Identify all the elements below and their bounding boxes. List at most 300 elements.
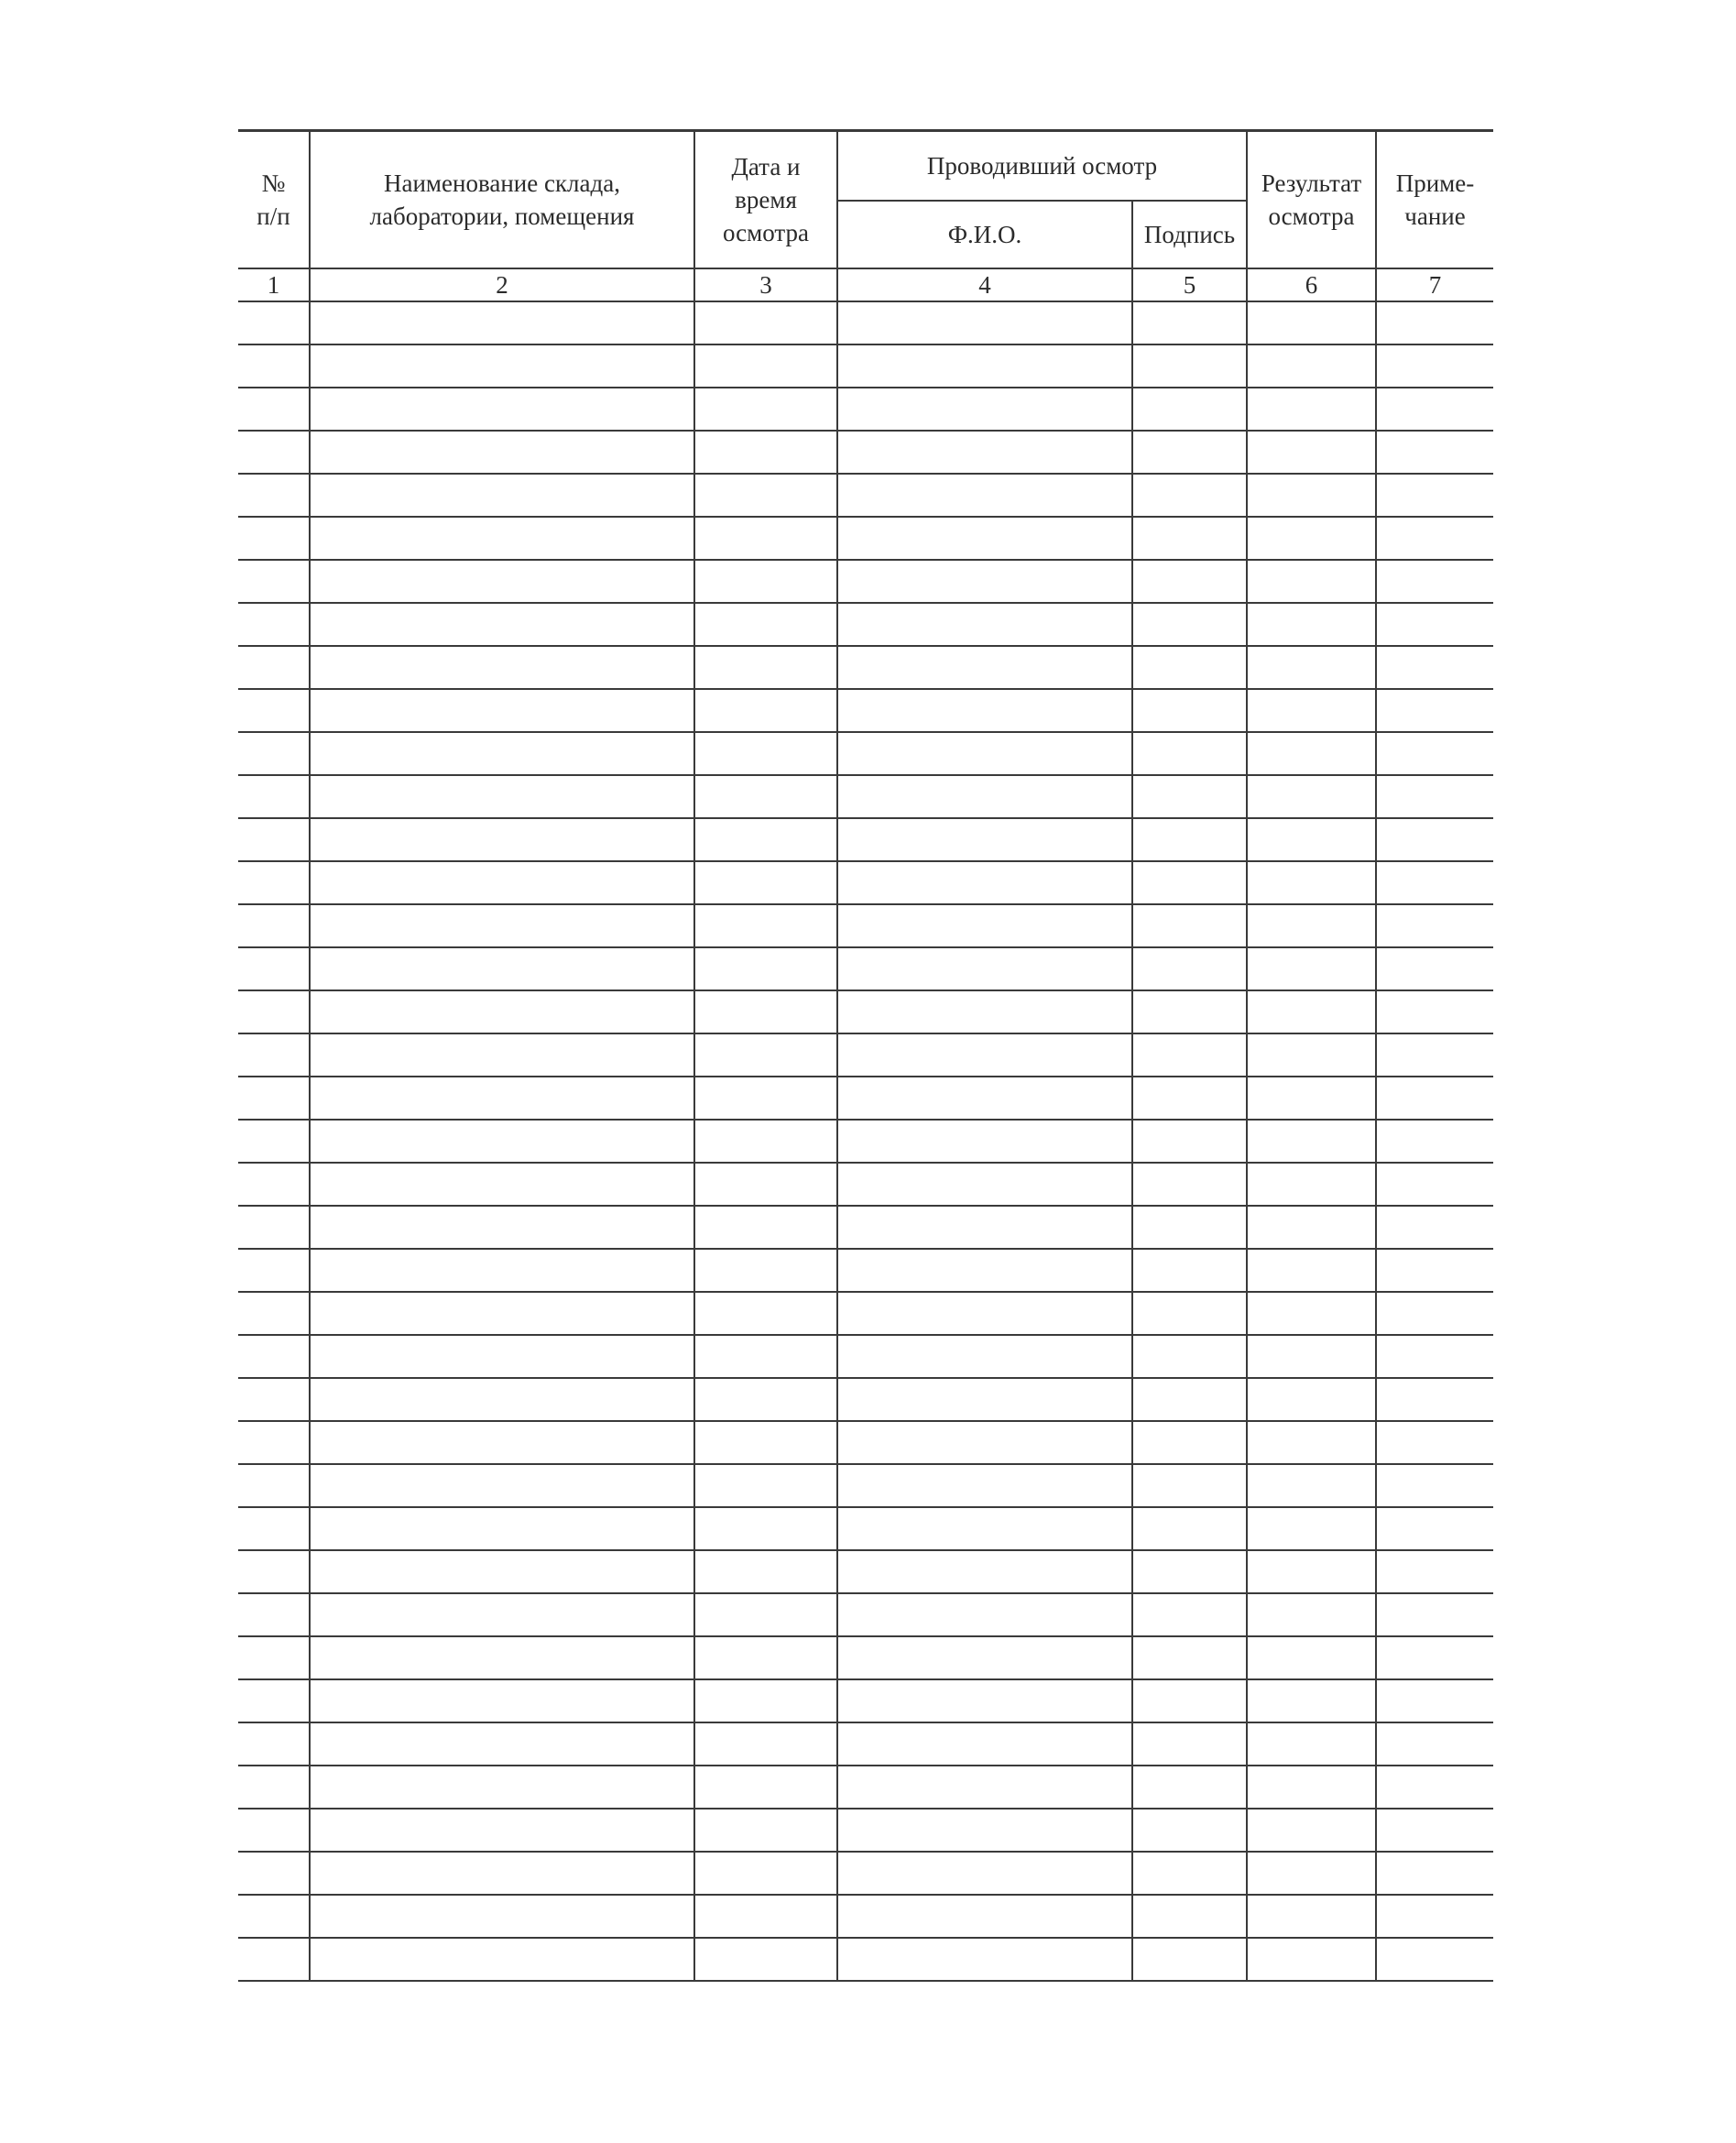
- cell-location-name: [310, 1206, 694, 1249]
- cell-item-number: [238, 301, 310, 344]
- table-row: [238, 301, 1493, 344]
- cell-result: [1247, 517, 1376, 560]
- table-row: [238, 1722, 1493, 1766]
- cell-signature: [1132, 1895, 1247, 1938]
- cell-location-name: [310, 1335, 694, 1378]
- cell-location-name: [310, 388, 694, 431]
- cell-result: [1247, 1809, 1376, 1852]
- cell-result: [1247, 1163, 1376, 1206]
- cell-note: [1376, 560, 1493, 603]
- cell-note: [1376, 689, 1493, 732]
- cell-signature: [1132, 560, 1247, 603]
- cell-note: [1376, 431, 1493, 474]
- cell-item-number: [238, 990, 310, 1033]
- cell-date-time: [694, 947, 837, 990]
- cell-signature: [1132, 1507, 1247, 1550]
- cell-result: [1247, 1679, 1376, 1722]
- cell-signature: [1132, 1292, 1247, 1335]
- cell-full-name: [837, 947, 1132, 990]
- cell-note: [1376, 646, 1493, 689]
- cell-location-name: [310, 1809, 694, 1852]
- cell-date-time: [694, 1378, 837, 1421]
- cell-item-number: [238, 818, 310, 861]
- cell-location-name: [310, 344, 694, 388]
- cell-note: [1376, 517, 1493, 560]
- cell-full-name: [837, 1809, 1132, 1852]
- cell-signature: [1132, 603, 1247, 646]
- cell-signature: [1132, 732, 1247, 775]
- cell-signature: [1132, 388, 1247, 431]
- cell-full-name: [837, 1163, 1132, 1206]
- table-row: [238, 1378, 1493, 1421]
- table-body: [238, 268, 1493, 1981]
- cell-full-name: [837, 1206, 1132, 1249]
- cell-note: [1376, 1722, 1493, 1766]
- cell-item-number: [238, 1636, 310, 1679]
- cell-result: [1247, 904, 1376, 947]
- header-signature: Подпись: [1132, 201, 1247, 268]
- cell-location-name: [310, 1421, 694, 1464]
- cell-result: [1247, 1507, 1376, 1550]
- cell-date-time: [694, 1507, 837, 1550]
- cell-date-time: [694, 388, 837, 431]
- cell-item-number: [238, 732, 310, 775]
- cell-location-name: [310, 1766, 694, 1809]
- cell-full-name: [837, 517, 1132, 560]
- cell-result: [1247, 689, 1376, 732]
- cell-signature: [1132, 344, 1247, 388]
- cell-full-name: [837, 1679, 1132, 1722]
- cell-location-name: [310, 1895, 694, 1938]
- cell-full-name: [837, 1766, 1132, 1809]
- cell-result: [1247, 603, 1376, 646]
- cell-full-name: [837, 1033, 1132, 1077]
- cell-result: [1247, 1033, 1376, 1077]
- cell-item-number: [238, 1766, 310, 1809]
- cell-item-number: [238, 388, 310, 431]
- cell-location-name: [310, 1938, 694, 1981]
- cell-full-name: [837, 1421, 1132, 1464]
- cell-note: [1376, 947, 1493, 990]
- table-row: [238, 1550, 1493, 1593]
- cell-full-name: [837, 388, 1132, 431]
- cell-full-name: [837, 560, 1132, 603]
- cell-result: [1247, 1766, 1376, 1809]
- cell-full-name: [837, 818, 1132, 861]
- table-row: [238, 1292, 1493, 1335]
- cell-full-name: [837, 1077, 1132, 1120]
- cell-signature: [1132, 1852, 1247, 1895]
- cell-signature: [1132, 1120, 1247, 1163]
- cell-item-number: [238, 344, 310, 388]
- cell-date-time: [694, 1163, 837, 1206]
- cell-signature: [1132, 1766, 1247, 1809]
- cell-note: [1376, 1593, 1493, 1636]
- table-row: [238, 1033, 1493, 1077]
- cell-location-name: [310, 775, 694, 818]
- cell-date-time: [694, 1895, 837, 1938]
- cell-result: [1247, 344, 1376, 388]
- column-number: 2: [310, 268, 694, 301]
- cell-date-time: [694, 1249, 837, 1292]
- cell-location-name: [310, 689, 694, 732]
- cell-item-number: [238, 560, 310, 603]
- cell-item-number: [238, 1249, 310, 1292]
- cell-location-name: [310, 1077, 694, 1120]
- cell-date-time: [694, 1809, 837, 1852]
- cell-date-time: [694, 1464, 837, 1507]
- table-row: [238, 1766, 1493, 1809]
- cell-full-name: [837, 1722, 1132, 1766]
- cell-signature: [1132, 1636, 1247, 1679]
- table-row: [238, 344, 1493, 388]
- cell-signature: [1132, 1421, 1247, 1464]
- cell-location-name: [310, 1852, 694, 1895]
- table-row: [238, 732, 1493, 775]
- cell-result: [1247, 1938, 1376, 1981]
- cell-date-time: [694, 818, 837, 861]
- cell-location-name: [310, 301, 694, 344]
- cell-note: [1376, 603, 1493, 646]
- table-row: [238, 1507, 1493, 1550]
- cell-date-time: [694, 344, 837, 388]
- cell-note: [1376, 1938, 1493, 1981]
- cell-note: [1376, 344, 1493, 388]
- table-row: [238, 1679, 1493, 1722]
- cell-note: [1376, 1335, 1493, 1378]
- cell-result: [1247, 990, 1376, 1033]
- cell-result: [1247, 1550, 1376, 1593]
- cell-date-time: [694, 861, 837, 904]
- table-row: [238, 775, 1493, 818]
- cell-signature: [1132, 904, 1247, 947]
- cell-item-number: [238, 1120, 310, 1163]
- cell-date-time: [694, 474, 837, 517]
- cell-full-name: [837, 1249, 1132, 1292]
- table-row: [238, 1077, 1493, 1120]
- cell-full-name: [837, 1292, 1132, 1335]
- cell-location-name: [310, 1163, 694, 1206]
- cell-result: [1247, 861, 1376, 904]
- table-row: [238, 689, 1493, 732]
- header-location-name: Наименование склада, лаборатории, помещения: [310, 131, 694, 268]
- cell-location-name: [310, 1679, 694, 1722]
- cell-note: [1376, 1421, 1493, 1464]
- header-result: Результат осмотра: [1247, 131, 1376, 268]
- cell-signature: [1132, 818, 1247, 861]
- cell-note: [1376, 1206, 1493, 1249]
- cell-signature: [1132, 1550, 1247, 1593]
- cell-full-name: [837, 1507, 1132, 1550]
- column-number: 4: [837, 268, 1132, 301]
- cell-note: [1376, 1120, 1493, 1163]
- cell-note: [1376, 1507, 1493, 1550]
- column-number: 7: [1376, 268, 1493, 301]
- cell-signature: [1132, 1077, 1247, 1120]
- cell-location-name: [310, 1378, 694, 1421]
- cell-location-name: [310, 861, 694, 904]
- cell-result: [1247, 1722, 1376, 1766]
- cell-date-time: [694, 1120, 837, 1163]
- cell-date-time: [694, 301, 837, 344]
- cell-result: [1247, 1120, 1376, 1163]
- header-note: Приме- чание: [1376, 131, 1493, 268]
- cell-full-name: [837, 1636, 1132, 1679]
- cell-location-name: [310, 1550, 694, 1593]
- header-item-number: № п/п: [238, 131, 310, 268]
- cell-date-time: [694, 990, 837, 1033]
- cell-note: [1376, 1163, 1493, 1206]
- cell-date-time: [694, 1938, 837, 1981]
- cell-signature: [1132, 1163, 1247, 1206]
- cell-result: [1247, 1249, 1376, 1292]
- cell-result: [1247, 818, 1376, 861]
- cell-item-number: [238, 1206, 310, 1249]
- table-row: [238, 646, 1493, 689]
- cell-item-number: [238, 431, 310, 474]
- cell-result: [1247, 1077, 1376, 1120]
- cell-location-name: [310, 517, 694, 560]
- cell-item-number: [238, 1033, 310, 1077]
- cell-result: [1247, 474, 1376, 517]
- cell-result: [1247, 431, 1376, 474]
- cell-location-name: [310, 474, 694, 517]
- cell-note: [1376, 1550, 1493, 1593]
- table-row: [238, 431, 1493, 474]
- cell-note: [1376, 1679, 1493, 1722]
- cell-date-time: [694, 1766, 837, 1809]
- cell-signature: [1132, 1335, 1247, 1378]
- cell-item-number: [238, 775, 310, 818]
- cell-full-name: [837, 301, 1132, 344]
- cell-result: [1247, 388, 1376, 431]
- column-number: 1: [238, 268, 310, 301]
- cell-location-name: [310, 1636, 694, 1679]
- cell-signature: [1132, 646, 1247, 689]
- cell-full-name: [837, 1593, 1132, 1636]
- table-row: [238, 1636, 1493, 1679]
- cell-location-name: [310, 947, 694, 990]
- cell-result: [1247, 1292, 1376, 1335]
- cell-note: [1376, 1766, 1493, 1809]
- cell-date-time: [694, 1206, 837, 1249]
- table-row: [238, 1464, 1493, 1507]
- cell-location-name: [310, 646, 694, 689]
- table-row: [238, 1852, 1493, 1895]
- cell-signature: [1132, 1722, 1247, 1766]
- cell-note: [1376, 990, 1493, 1033]
- column-number-row: [238, 268, 1493, 301]
- column-number: 3: [694, 268, 837, 301]
- cell-location-name: [310, 431, 694, 474]
- cell-full-name: [837, 1464, 1132, 1507]
- cell-note: [1376, 1636, 1493, 1679]
- cell-full-name: [837, 603, 1132, 646]
- cell-note: [1376, 388, 1493, 431]
- table-row: [238, 560, 1493, 603]
- cell-item-number: [238, 1378, 310, 1421]
- cell-note: [1376, 1378, 1493, 1421]
- cell-result: [1247, 1206, 1376, 1249]
- cell-date-time: [694, 1550, 837, 1593]
- cell-full-name: [837, 904, 1132, 947]
- table-row: [238, 947, 1493, 990]
- table-row: [238, 1163, 1493, 1206]
- cell-result: [1247, 1464, 1376, 1507]
- cell-note: [1376, 1895, 1493, 1938]
- cell-date-time: [694, 1033, 837, 1077]
- cell-note: [1376, 904, 1493, 947]
- cell-date-time: [694, 517, 837, 560]
- header-inspector-group: Проводивший осмотр: [837, 131, 1247, 201]
- cell-signature: [1132, 775, 1247, 818]
- cell-full-name: [837, 1895, 1132, 1938]
- cell-location-name: [310, 990, 694, 1033]
- cell-date-time: [694, 1722, 837, 1766]
- cell-item-number: [238, 1292, 310, 1335]
- cell-signature: [1132, 861, 1247, 904]
- table-row: [238, 1421, 1493, 1464]
- cell-result: [1247, 1378, 1376, 1421]
- header-date-time: Дата и время осмотра: [694, 131, 837, 268]
- cell-note: [1376, 1249, 1493, 1292]
- cell-item-number: [238, 1722, 310, 1766]
- cell-full-name: [837, 775, 1132, 818]
- cell-location-name: [310, 1120, 694, 1163]
- cell-signature: [1132, 1464, 1247, 1507]
- cell-item-number: [238, 1464, 310, 1507]
- cell-full-name: [837, 1938, 1132, 1981]
- cell-location-name: [310, 1249, 694, 1292]
- cell-full-name: [837, 732, 1132, 775]
- cell-item-number: [238, 603, 310, 646]
- cell-item-number: [238, 1507, 310, 1550]
- table-row: [238, 517, 1493, 560]
- cell-item-number: [238, 517, 310, 560]
- table-row: [238, 388, 1493, 431]
- cell-signature: [1132, 301, 1247, 344]
- cell-location-name: [310, 1507, 694, 1550]
- cell-location-name: [310, 1033, 694, 1077]
- cell-signature: [1132, 1938, 1247, 1981]
- cell-note: [1376, 1852, 1493, 1895]
- cell-location-name: [310, 1464, 694, 1507]
- column-number: 6: [1247, 268, 1376, 301]
- cell-full-name: [837, 344, 1132, 388]
- cell-item-number: [238, 1938, 310, 1981]
- cell-result: [1247, 1421, 1376, 1464]
- cell-location-name: [310, 560, 694, 603]
- cell-note: [1376, 1464, 1493, 1507]
- cell-date-time: [694, 689, 837, 732]
- cell-date-time: [694, 1077, 837, 1120]
- cell-item-number: [238, 1550, 310, 1593]
- cell-location-name: [310, 1722, 694, 1766]
- cell-result: [1247, 1895, 1376, 1938]
- cell-result: [1247, 1593, 1376, 1636]
- cell-full-name: [837, 1120, 1132, 1163]
- cell-item-number: [238, 1679, 310, 1722]
- table-row: [238, 1206, 1493, 1249]
- cell-result: [1247, 1636, 1376, 1679]
- cell-item-number: [238, 646, 310, 689]
- cell-date-time: [694, 1852, 837, 1895]
- cell-date-time: [694, 1593, 837, 1636]
- cell-full-name: [837, 689, 1132, 732]
- cell-full-name: [837, 990, 1132, 1033]
- cell-date-time: [694, 1335, 837, 1378]
- table-row: [238, 1120, 1493, 1163]
- cell-item-number: [238, 1421, 310, 1464]
- cell-location-name: [310, 732, 694, 775]
- cell-item-number: [238, 1593, 310, 1636]
- cell-date-time: [694, 603, 837, 646]
- cell-signature: [1132, 517, 1247, 560]
- cell-item-number: [238, 689, 310, 732]
- cell-full-name: [837, 474, 1132, 517]
- cell-signature: [1132, 689, 1247, 732]
- table-row: [238, 603, 1493, 646]
- table-row: [238, 1809, 1493, 1852]
- cell-item-number: [238, 1335, 310, 1378]
- cell-signature: [1132, 1249, 1247, 1292]
- cell-signature: [1132, 1378, 1247, 1421]
- cell-signature: [1132, 1809, 1247, 1852]
- table-row: [238, 474, 1493, 517]
- cell-full-name: [837, 646, 1132, 689]
- cell-item-number: [238, 947, 310, 990]
- cell-note: [1376, 474, 1493, 517]
- cell-result: [1247, 947, 1376, 990]
- cell-item-number: [238, 861, 310, 904]
- table-row: [238, 861, 1493, 904]
- cell-date-time: [694, 646, 837, 689]
- cell-date-time: [694, 775, 837, 818]
- cell-result: [1247, 732, 1376, 775]
- cell-result: [1247, 560, 1376, 603]
- cell-date-time: [694, 1421, 837, 1464]
- cell-location-name: [310, 904, 694, 947]
- cell-date-time: [694, 732, 837, 775]
- cell-note: [1376, 1292, 1493, 1335]
- table-row: [238, 1895, 1493, 1938]
- table-row: [238, 818, 1493, 861]
- cell-note: [1376, 1033, 1493, 1077]
- table-row: [238, 1335, 1493, 1378]
- cell-full-name: [837, 1550, 1132, 1593]
- cell-date-time: [694, 904, 837, 947]
- cell-result: [1247, 1852, 1376, 1895]
- cell-signature: [1132, 1033, 1247, 1077]
- header-full-name: Ф.И.О.: [837, 201, 1132, 268]
- cell-signature: [1132, 431, 1247, 474]
- cell-location-name: [310, 1593, 694, 1636]
- table-row: [238, 1938, 1493, 1981]
- cell-full-name: [837, 1378, 1132, 1421]
- cell-signature: [1132, 990, 1247, 1033]
- cell-signature: [1132, 1679, 1247, 1722]
- cell-full-name: [837, 431, 1132, 474]
- cell-date-time: [694, 1679, 837, 1722]
- cell-item-number: [238, 904, 310, 947]
- cell-note: [1376, 861, 1493, 904]
- table-row: [238, 904, 1493, 947]
- cell-result: [1247, 775, 1376, 818]
- inspection-log-table: [238, 129, 1493, 1982]
- cell-item-number: [238, 1809, 310, 1852]
- cell-location-name: [310, 1292, 694, 1335]
- table-row: [238, 990, 1493, 1033]
